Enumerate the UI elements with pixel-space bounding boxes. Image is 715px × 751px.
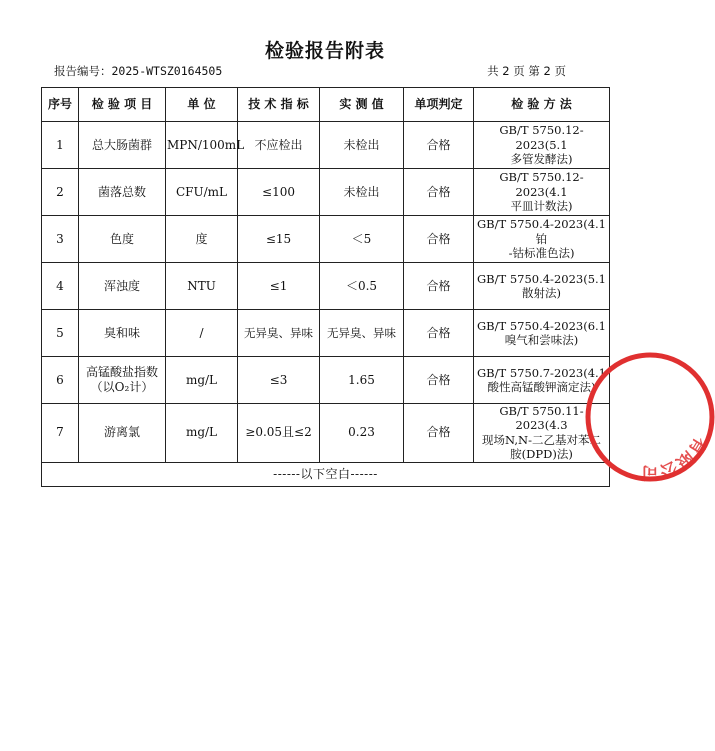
row-no: 5: [42, 310, 79, 357]
row-unit: CFU/mL: [166, 169, 238, 216]
method-line: -钴标准色法): [508, 246, 575, 261]
row-standard: ≤3: [238, 357, 320, 404]
method-line: 散射法): [522, 286, 561, 300]
row-standard: ≥0.05且≤2: [238, 404, 320, 463]
row-no: 3: [42, 216, 79, 263]
header-verdict: 单项判定: [404, 88, 474, 122]
row-no: 1: [42, 122, 79, 169]
row-item: 总大肠菌群: [79, 122, 166, 169]
table-row: [42, 404, 610, 463]
method-line: 平皿计数法): [510, 199, 573, 214]
page-info: 共 2 页 第 2 页: [487, 64, 566, 78]
row-method: [474, 169, 610, 216]
table-header-row: [42, 88, 610, 122]
report-number: 报告编号：2025-WTSZ0164505: [54, 64, 223, 78]
header-standard: 技 术 指 标: [238, 88, 320, 122]
row-unit: /: [166, 310, 238, 357]
row-method: [474, 404, 610, 463]
row-verdict: 合格: [404, 404, 474, 463]
row-result: 1.65: [320, 357, 404, 404]
row-standard: ≤100: [238, 169, 320, 216]
method-line: GB/T 5750.12-2023(5.1: [499, 123, 584, 152]
row-unit: MPN/100mL: [166, 122, 238, 169]
row-result: 未检出: [320, 169, 404, 216]
method-line: GB/T 5750.4-2023(5.1: [476, 271, 606, 286]
seal-text: [642, 433, 711, 482]
row-item: 高锰酸盐指数 （以O₂计）: [79, 357, 166, 404]
table-footer-row: [42, 462, 610, 486]
row-result: 0.23: [320, 404, 404, 463]
header-no: 序号: [42, 88, 79, 122]
row-unit: NTU: [166, 263, 238, 310]
row-no: 4: [42, 263, 79, 310]
method-line: GB/T 5750.4-2023(6.1: [476, 318, 606, 333]
row-standard: ≤15: [238, 216, 320, 263]
header-method: 检 验 方 法: [474, 88, 610, 122]
row-unit: 度: [166, 216, 238, 263]
row-standard: 不应检出: [238, 122, 320, 169]
method-line: 现场N,N-二乙基对苯二: [482, 432, 601, 447]
row-standard: ≤1: [238, 263, 320, 310]
method-line: GB/T 5750.11-2023(4.3: [499, 404, 584, 433]
method-line: GB/T 5750.7-2023(4.1: [476, 365, 606, 380]
table-row: [42, 310, 610, 357]
row-verdict: 合格: [404, 310, 474, 357]
row-item: 菌落总数: [79, 169, 166, 216]
blank-below-note: ------以下空白------: [42, 462, 610, 486]
row-result: 未检出: [320, 122, 404, 169]
row-method: [474, 122, 610, 169]
row-verdict: 合格: [404, 357, 474, 404]
row-result: ＜0.5: [320, 263, 404, 310]
inspection-table: [41, 87, 610, 487]
row-unit: mg/L: [166, 357, 238, 404]
row-unit: mg/L: [166, 404, 238, 463]
table-row: [42, 357, 610, 404]
method-line: GB/T 5750.12-2023(4.1: [499, 170, 584, 199]
row-standard: 无异臭、异味: [238, 310, 320, 357]
row-verdict: 合格: [404, 216, 474, 263]
row-method: [474, 310, 610, 357]
row-no: 6: [42, 357, 79, 404]
row-result: ＜5: [320, 216, 404, 263]
method-line: 胺(DPD)法): [510, 447, 573, 462]
row-no: 2: [42, 169, 79, 216]
row-no: 7: [42, 404, 79, 463]
seal-text-path: 有限公司: [641, 433, 710, 482]
row-verdict: 合格: [404, 263, 474, 310]
header-unit: 单 位: [166, 88, 238, 122]
row-result: 无异臭、异味: [320, 310, 404, 357]
method-line: 多管发酵法): [510, 152, 573, 167]
row-item: 浑浊度: [79, 263, 166, 310]
row-item: 色度: [79, 216, 166, 263]
row-verdict: 合格: [404, 122, 474, 169]
row-method: [474, 263, 610, 310]
method-line: 嗅气和尝味法): [504, 333, 579, 347]
table-row: [42, 169, 610, 216]
row-method: [474, 216, 610, 263]
header-item: 检 验 项 目: [79, 88, 166, 122]
method-line: 酸性高锰酸钾滴定法): [487, 380, 596, 394]
row-method: [474, 357, 610, 404]
row-item: 游离氯: [79, 404, 166, 463]
row-verdict: 合格: [404, 169, 474, 216]
report-title: 检验报告附表: [264, 40, 385, 62]
header-result: 实 测 值: [320, 88, 404, 122]
table-row: [42, 122, 610, 169]
row-item: 臭和味: [79, 310, 166, 357]
table-row: [42, 263, 610, 310]
method-line: GB/T 5750.4-2023(4.1铂: [476, 217, 606, 246]
table-row: [42, 216, 610, 263]
